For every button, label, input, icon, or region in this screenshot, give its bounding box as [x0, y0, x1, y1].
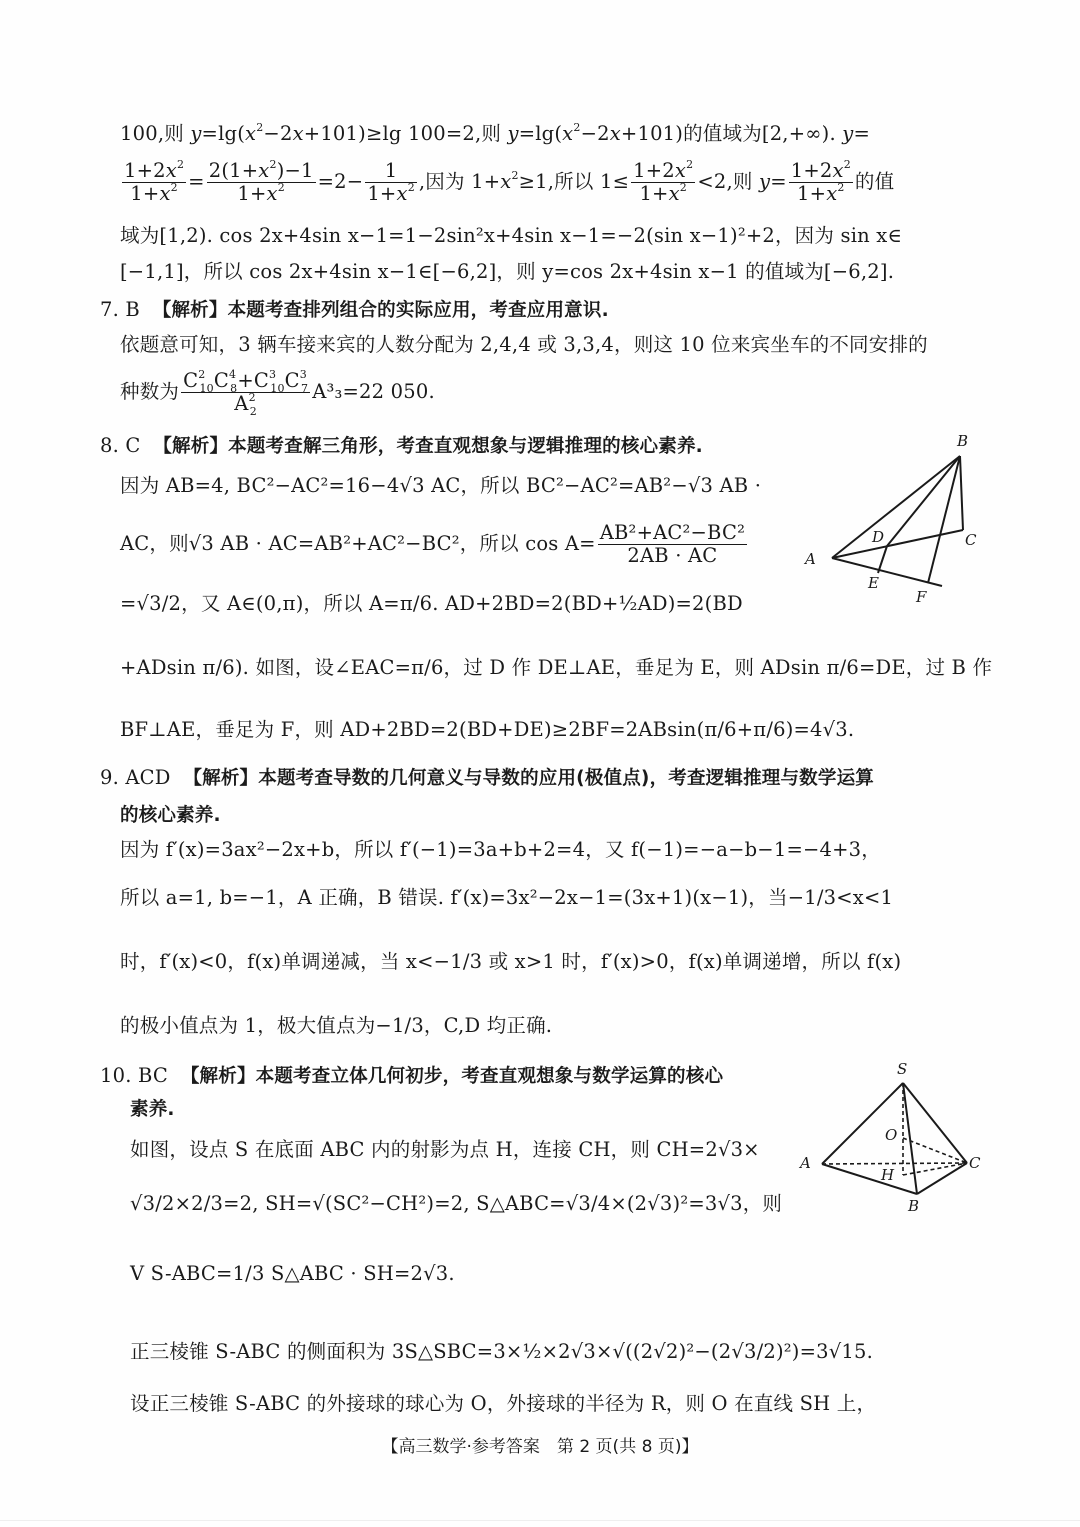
q10-heading-text: 本题考查立体几何初步，考查直观想象与数学运算的核心 [255, 1066, 724, 1087]
label-E: E [868, 574, 879, 592]
q8-number: 8. C [100, 434, 141, 457]
q8-line2-prefix: AC，则√3 AB · AC=AB²+AC²−BC²，所以 cos A= [120, 532, 596, 555]
q9-tag: 【解析】 [183, 768, 259, 789]
label-S: S [897, 1060, 908, 1078]
q8-frac-num: AB²+AC²−BC² [599, 521, 746, 544]
q9-line-1: 因为 f′(x)=3ax²−2x+b，所以 f′(−1)=3a+b+2=4，又 f(−1)=−a−b−1=−4+3， [120, 838, 881, 861]
text: 100,则 [120, 122, 191, 145]
q6-line-2: $\frac{1+2x^2}{1+x^2}$ = $\frac{2(1+x^2)-1}{1+x^2}$ =2− $\frac{1}{1+x^2}$ ,因为 $1+x^2\ge 1$,所以 1≤ $\frac{1+2x^2}{1+x^2}$ <2,则 y= $\frac{1+2x^2}{1+x^2}$ 的值 [124, 158, 895, 205]
q6-line-1: 100,则 $y=\lg(x^2-2x+101)\ge\lg$ 100=2,则 $y=\lg(x^2-2x+101)$的值域为[2,+∞). y= [120, 121, 871, 145]
label-A: A [805, 550, 816, 568]
page-footer: 【高三数学·参考答案 第 2 页(共 8 页)】 [381, 1437, 699, 1457]
label-O: O [885, 1126, 898, 1144]
q8-line-4: +ADsin π/6). 如图，设∠EAC=π/6，过 D 作 DE⊥AE，垂足为 E，则 ADsin π/6=DE，过 B 作 [120, 656, 993, 679]
q7-tag: 【解析】 [152, 300, 228, 321]
q10-line-5: 设正三棱锥 S-ABC 的外接球的球心为 O，外接球的半径为 R，则 O 在直线 SH 上， [130, 1392, 877, 1415]
q10-number: 10. BC [100, 1064, 169, 1087]
triangle-figure [800, 428, 990, 608]
label-B: B [908, 1197, 920, 1215]
q7-prefix: 种数为 [120, 380, 180, 403]
q7-number: 7. B [100, 298, 140, 321]
q6-line-4: [−1,1]，所以 cos 2x+4sin x−1∈[−6,2]，则 y=cos 2x+4sin x−1 的值域为[−6,2]. [120, 260, 895, 283]
label-F: F [916, 588, 927, 606]
q10-line-4: 正三棱锥 S-ABC 的侧面积为 3S△SBC=3×½×2√3×√((2√2)²−(2√3/2)²)=3√15. [130, 1340, 873, 1363]
q9-number: 9. ACD [100, 766, 171, 789]
q7-line-2: 种数为 $\frac{C^2_{10}C^4_8+C^3_{10}C^3_7}{A^2_2}$ A³₃=22 050. [120, 368, 435, 418]
q8-line-5: BF⊥AE，垂足为 F，则 AD+2BD=2(BD+DE)≥2BF=2ABsin(π/6+π/6)=4√3. [120, 718, 855, 741]
q8-line-1: 因为 AB=4, BC²−AC²=16−4√3 AC，所以 BC²−AC²=AB²−√3 AB · [120, 474, 762, 497]
q7-suffix: A³₃=22 050. [312, 380, 435, 403]
q7-heading [100, 298, 609, 323]
label-B: B [957, 432, 969, 450]
q9-line-4: 的极小值点为 1，极大值点为−1/3，C,D 均正确. [120, 1014, 553, 1037]
q7-line-1: 依题意可知，3 辆车接来宾的人数分配为 2,4,4 或 3,3,4，则这 10 位来宾坐车的不同安排的 [120, 333, 928, 356]
q6-line-3: 域为[1,2). cos 2x+4sin x−1=1−2sin²x+4sin x−1=−2(sin x−1)²+2，因为 sin x∈ [120, 224, 903, 247]
q10-line-2: √3/2×2/3=2, SH=√(SC²−CH²)=2, S△ABC=√3/4×(2√3)²=3√3，则 [130, 1192, 783, 1215]
q8-line-2 [120, 522, 749, 567]
label-C: C [969, 1154, 981, 1172]
q10-heading [100, 1064, 723, 1089]
q8-heading-text: 本题考查解三角形，考查直观想象与逻辑推理的核心素养. [228, 436, 703, 457]
pyramid-figure [795, 1058, 990, 1218]
q9-line-2: 所以 a=1, b=−1，A 正确，B 错误. f′(x)=3x²−2x−1=(3x+1)(x−1)，当−1/3<x<1 [120, 886, 894, 909]
q9-heading [100, 766, 874, 791]
label-H: H [881, 1166, 895, 1184]
q8-line-3: =√3/2，又 A∈(0,π)，所以 A=π/6. AD+2BD=2(BD+½AD)=2(BD [120, 592, 743, 615]
q10-heading-2: 素养. [130, 1099, 175, 1120]
label-A: A [800, 1154, 811, 1172]
q8-heading [100, 434, 703, 459]
label-D: D [872, 528, 885, 546]
q9-line-3: 时，f′(x)<0，f(x)单调递减，当 x<−1/3 或 x>1 时，f′(x)>0，f(x)单调递增，所以 f(x) [120, 950, 902, 973]
q10-line-3: V S-ABC=1/3 S△ABC · SH=2√3. [130, 1262, 455, 1285]
q7-heading-text: 本题考查排列组合的实际应用，考查应用意识. [227, 300, 609, 321]
q8-frac-den: 2AB · AC [627, 544, 718, 567]
q9-heading-2: 的核心素养. [120, 805, 221, 826]
page-edge [0, 1520, 1080, 1521]
q10-tag: 【解析】 [180, 1066, 256, 1087]
q8-tag: 【解析】 [153, 436, 229, 457]
q9-heading-text: 本题考查导数的几何意义与导数的应用(极值点)，考查逻辑推理与数学运算 [258, 768, 874, 789]
label-C: C [965, 531, 977, 549]
q10-line-1: 如图，设点 S 在底面 ABC 内的射影为点 H，连接 CH，则 CH=2√3× [130, 1138, 760, 1161]
